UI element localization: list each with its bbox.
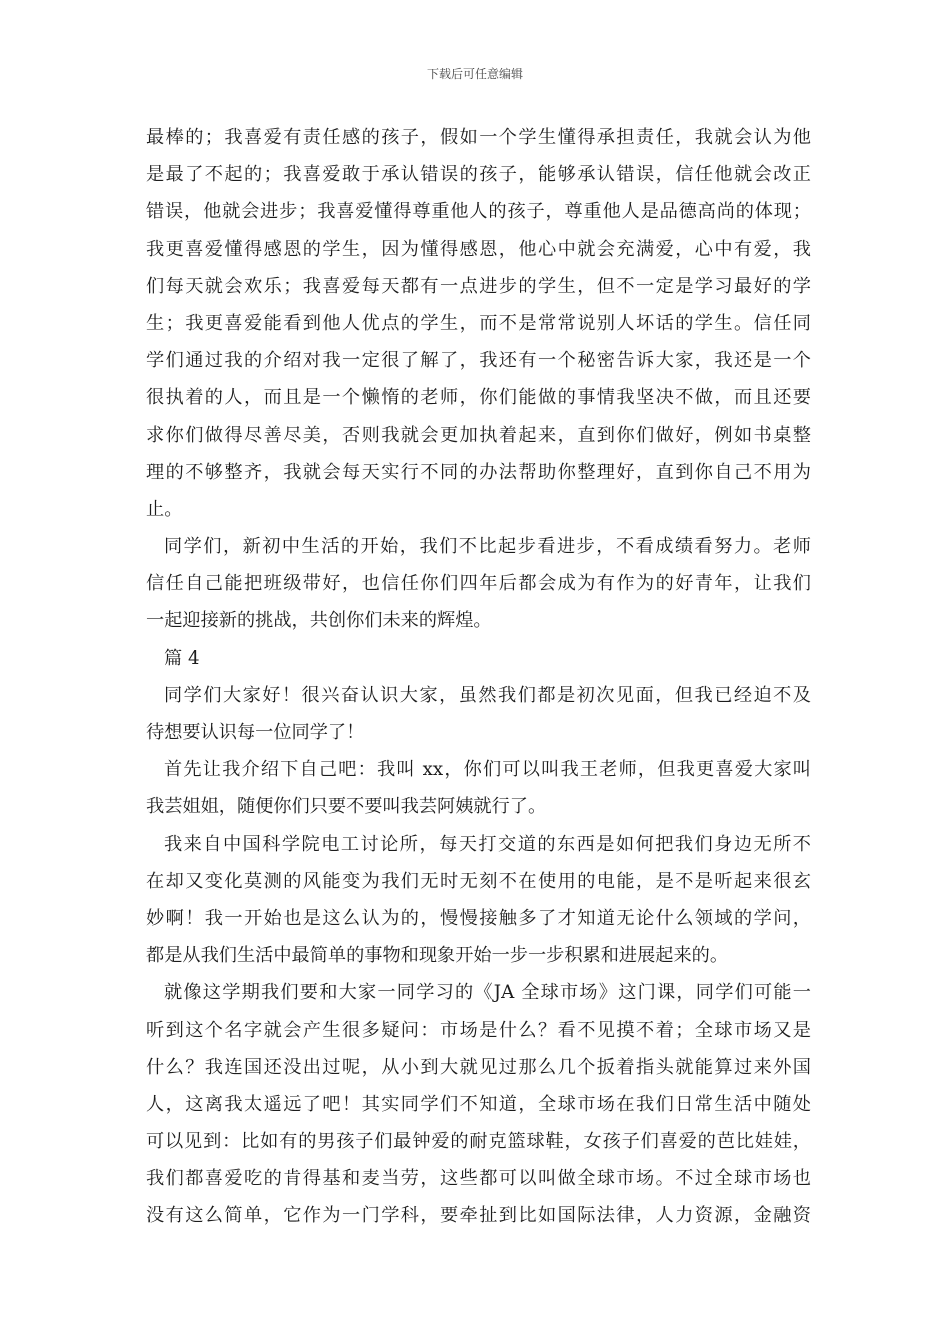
section-heading: 篇 4 [164,647,200,669]
text-line: 学们通过我的介绍对我一定很了解了，我还有一个秘密告诉大家，我还是一个 [146,350,811,372]
body-text [146,119,811,1235]
text-line: 生；我更喜爱能看到他人优点的学生，而不是常常说别人坏话的学生。信任同 [146,312,811,334]
paragraph-start-line: 就像这学期我们要和大家一同学习的《JA 全球市场》这门课，同学们可能一 [164,982,811,1004]
text-line: 是最了不起的；我喜爱敢于承认错误的孩子，能够承认错误，信任他就会改正 [146,164,811,186]
page-header: 下载后可任意编辑 [426,67,523,81]
text-line: 都是从我们生活中最简单的事物和现象开始一步一步积累和进展起来的。 [146,945,729,967]
paragraph-start-line: 同学们，新初中生活的开始，我们不比起步看进步，不看成绩看努力。老师 [164,536,811,558]
paragraph-start-line: 首先让我介绍下自己吧：我叫 xx，你们可以叫我王老师，但我更喜爱大家叫 [164,759,811,781]
paragraph-start-line: 同学们大家好！很兴奋认识大家，虽然我们都是初次见面，但我已经迫不及 [164,684,811,706]
text-line: 我芸姐姐，随便你们只要不要叫我芸阿姨就行了。 [146,796,547,818]
text-line: 什么？我连国还没出过呢，从小到大就见过那么几个扳着指头就能算过来外国 [146,1056,811,1078]
text-line: 错误，他就会进步；我喜爱懂得尊重他人的孩子，尊重他人是品德高尚的体现； [146,201,811,223]
text-line: 在却又变化莫测的风能变为我们无时无刻不在使用的电能，是不是听起来很玄 [146,870,811,892]
text-line: 很执着的人，而且是一个懒惰的老师，你们能做的事情我坚决不做，而且还要 [146,387,811,409]
paragraph-start-line: 我来自中国科学院电工讨论所，每天打交道的东西是如何把我们身边无所不 [164,833,811,855]
text-line: 信任自己能把班级带好，也信任你们四年后都会成为有作为的好青年，让我们 [146,573,811,595]
text-line: 待想要认识每一位同学了！ [146,722,365,743]
text-line: 没有这么简单，它作为一门学科，要牵扯到比如国际法律，人力资源，金融资 [146,1205,811,1227]
text-line: 一起迎接新的挑战，共创你们未来的辉煌。 [146,610,492,632]
text-line: 止。 [146,498,183,520]
text-line: 听到这个名字就会产生很多疑问：市场是什么？看不见摸不着；全球市场又是 [146,1019,811,1041]
text-line: 我更喜爱懂得感恩的学生，因为懂得感恩，他心中就会充满爱，心中有爱，我 [146,238,811,260]
text-line: 们每天就会欢乐；我喜爱每天都有一点进步的学生，但不一定是学习最好的学 [146,275,811,297]
text-line: 我们都喜爱吃的肯得基和麦当劳，这些都可以叫做全球市场。不过全球市场也 [146,1168,811,1190]
text-line: 理的不够整齐，我就会每天实行不同的办法帮助你整理好，直到你自己不用为 [146,461,811,483]
text-line: 求你们做得尽善尽美，否则我就会更加执着起来，直到你们做好，例如书桌整 [146,424,811,446]
text-line: 最棒的；我喜爱有责任感的孩子，假如一个学生懂得承担责任，我就会认为他 [146,127,811,148]
text-line: 可以见到：比如有的男孩子们最钟爱的耐克篮球鞋，女孩子们喜爱的芭比娃娃， [146,1131,811,1153]
text-line: 妙啊！我一开始也是这么认为的，慢慢接触多了才知道无论什么领域的学问， [146,907,811,929]
text-line: 人，这离我太遥远了吧！其实同学们不知道，全球市场在我们日常生活中随处 [146,1093,811,1115]
